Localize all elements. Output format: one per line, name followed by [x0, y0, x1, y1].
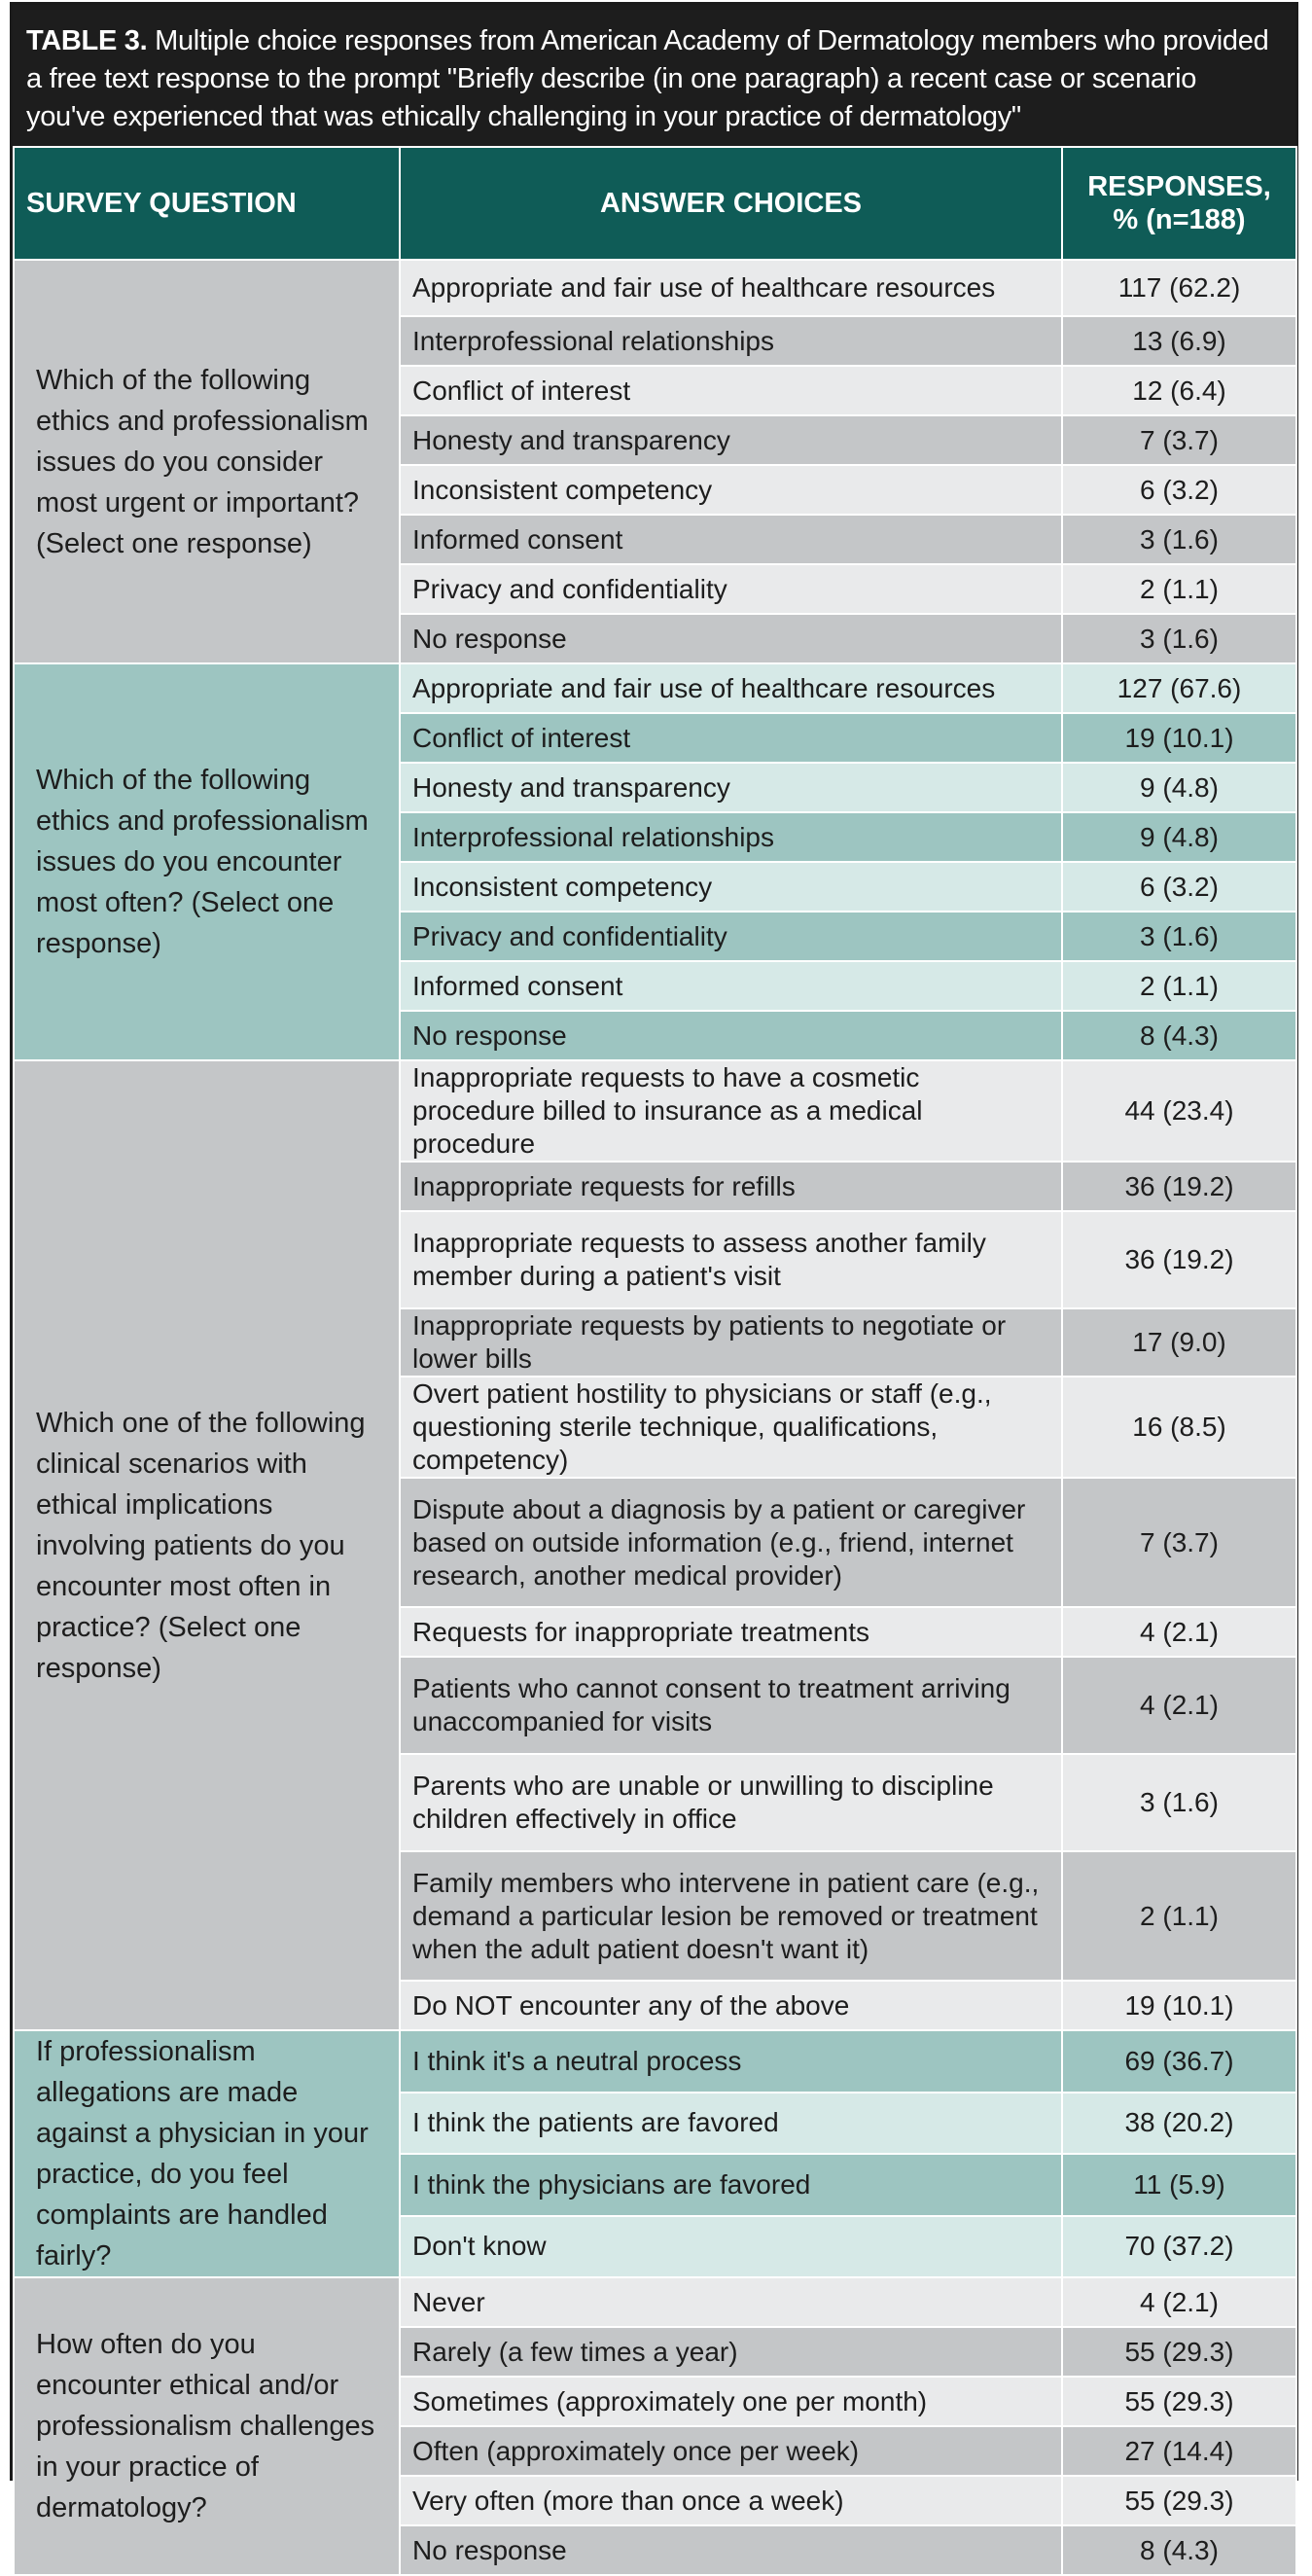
answer-choice-cell: Family members who intervene in patient care (e.g., demand a particular lesion be removed or treatment when the adult patient doesn't want it): [400, 1851, 1062, 1981]
answer-choice-cell: No response: [400, 614, 1062, 663]
answer-choice-cell: Inappropriate requests to have a cosmetic procedure billed to insurance as a medical procedure: [400, 1060, 1062, 1162]
table-row: [14, 260, 1296, 316]
answer-choice-cell: Overt patient hostility to physicians or staff (e.g., questioning sterile technique, qualifications, competency): [400, 1377, 1062, 1478]
response-cell: 19 (10.1): [1062, 713, 1296, 763]
survey-table: [13, 146, 1297, 2576]
question-group: [14, 1060, 1296, 2030]
answer-choice-cell: Parents who are unable or unwilling to discipline children effectively in office: [400, 1754, 1062, 1851]
response-cell: 19 (10.1): [1062, 1981, 1296, 2030]
response-cell: 3 (1.6): [1062, 912, 1296, 961]
response-cell: 55 (29.3): [1062, 2377, 1296, 2426]
answer-choice-cell: No response: [400, 2525, 1062, 2575]
response-cell: 69 (36.7): [1062, 2030, 1296, 2093]
answer-choice-cell: I think it's a neutral process: [400, 2030, 1062, 2093]
response-cell: 8 (4.3): [1062, 1011, 1296, 1060]
response-cell: 7 (3.7): [1062, 1478, 1296, 1607]
table-caption: [13, 5, 1295, 146]
answer-choice-cell: Inappropriate requests to assess another family member during a patient's visit: [400, 1211, 1062, 1308]
caption-text: Multiple choice responses from American Academy of Dermatology members who provided a free text response to the prompt "Briefly describe (in one paragraph) a recent case or scenario you've experienced that was ethically challenging in your practice of dermatology": [26, 25, 1269, 132]
response-cell: 117 (62.2): [1062, 260, 1296, 316]
response-cell: 3 (1.6): [1062, 614, 1296, 663]
response-cell: 9 (4.8): [1062, 763, 1296, 812]
answer-choice-cell: Conflict of interest: [400, 366, 1062, 415]
response-cell: 2 (1.1): [1062, 564, 1296, 614]
answer-choice-cell: I think the patients are favored: [400, 2093, 1062, 2155]
response-cell: 16 (8.5): [1062, 1377, 1296, 1478]
response-cell: 36 (19.2): [1062, 1162, 1296, 1211]
answer-choice-cell: Very often (more than once a week): [400, 2476, 1062, 2525]
question-group: [14, 2030, 1296, 2277]
response-cell: 6 (3.2): [1062, 862, 1296, 912]
answer-choice-cell: Rarely (a few times a year): [400, 2327, 1062, 2377]
response-cell: 36 (19.2): [1062, 1211, 1296, 1308]
answer-choice-cell: No response: [400, 1011, 1062, 1060]
response-cell: 70 (37.2): [1062, 2216, 1296, 2278]
answer-choice-cell: Do NOT encounter any of the above: [400, 1981, 1062, 2030]
answer-choice-cell: Informed consent: [400, 515, 1062, 564]
answer-choice-cell: Honesty and transparency: [400, 415, 1062, 465]
survey-question-cell: If professionalism allegations are made against a physician in your practice, do you feel complaints are handled fairly?: [14, 2030, 400, 2277]
answer-choice-cell: Inconsistent competency: [400, 465, 1062, 515]
response-cell: 13 (6.9): [1062, 316, 1296, 366]
response-cell: 11 (5.9): [1062, 2154, 1296, 2216]
survey-question-cell: How often do you encounter ethical and/or professionalism challenges in your practice of dermatology?: [14, 2277, 400, 2575]
table-row: [14, 663, 1296, 713]
answer-choice-cell: Appropriate and fair use of healthcare resources: [400, 663, 1062, 713]
survey-question-cell: Which of the following ethics and professionalism issues do you encounter most often? (Select one response): [14, 663, 400, 1060]
response-cell: 8 (4.3): [1062, 2525, 1296, 2575]
response-cell: 3 (1.6): [1062, 1754, 1296, 1851]
table-row: [14, 2277, 1296, 2327]
response-cell: 27 (14.4): [1062, 2426, 1296, 2476]
header-responses: RESPONSES, % (n=188): [1062, 147, 1296, 260]
header-answer-choices: ANSWER CHOICES: [400, 147, 1062, 260]
response-cell: 4 (2.1): [1062, 2277, 1296, 2327]
response-cell: 2 (1.1): [1062, 961, 1296, 1011]
response-cell: 6 (3.2): [1062, 465, 1296, 515]
answer-choice-cell: Interprofessional relationships: [400, 812, 1062, 862]
response-cell: 12 (6.4): [1062, 366, 1296, 415]
response-cell: 4 (2.1): [1062, 1657, 1296, 1754]
answer-choice-cell: Inappropriate requests for refills: [400, 1162, 1062, 1211]
question-group: [14, 260, 1296, 663]
table-row: [14, 2030, 1296, 2093]
answer-choice-cell: Inconsistent competency: [400, 862, 1062, 912]
answer-choice-cell: Don't know: [400, 2216, 1062, 2278]
header-row: [14, 147, 1296, 260]
answer-choice-cell: Never: [400, 2277, 1062, 2327]
answer-choice-cell: Often (approximately once per week): [400, 2426, 1062, 2476]
answer-choice-cell: Sometimes (approximately one per month): [400, 2377, 1062, 2426]
response-cell: 127 (67.6): [1062, 663, 1296, 713]
table-row: [14, 1060, 1296, 1162]
question-group: [14, 2277, 1296, 2575]
answer-choice-cell: Appropriate and fair use of healthcare resources: [400, 260, 1062, 316]
response-cell: 9 (4.8): [1062, 812, 1296, 862]
answer-choice-cell: Privacy and confidentiality: [400, 564, 1062, 614]
response-cell: 38 (20.2): [1062, 2093, 1296, 2155]
answer-choice-cell: Requests for inappropriate treatments: [400, 1607, 1062, 1657]
answer-choice-cell: Dispute about a diagnosis by a patient or caregiver based on outside information (e.g., friend, internet research, another medical provider): [400, 1478, 1062, 1607]
answer-choice-cell: Patients who cannot consent to treatment arriving unaccompanied for visits: [400, 1657, 1062, 1754]
response-cell: 4 (2.1): [1062, 1607, 1296, 1657]
answer-choice-cell: Inappropriate requests by patients to negotiate or lower bills: [400, 1308, 1062, 1377]
response-cell: 7 (3.7): [1062, 415, 1296, 465]
survey-question-cell: Which one of the following clinical scenarios with ethical implications involving patients do you encounter most often in practice? (Select one response): [14, 1060, 400, 2030]
answer-choice-cell: Informed consent: [400, 961, 1062, 1011]
answer-choice-cell: I think the physicians are favored: [400, 2154, 1062, 2216]
question-group: [14, 663, 1296, 1060]
response-cell: 3 (1.6): [1062, 515, 1296, 564]
table-container: [10, 2, 1298, 2565]
answer-choice-cell: Privacy and confidentiality: [400, 912, 1062, 961]
response-cell: 2 (1.1): [1062, 1851, 1296, 1981]
header-survey-question: SURVEY QUESTION: [14, 147, 400, 260]
caption-label: TABLE 3.: [26, 25, 148, 56]
answer-choice-cell: Interprofessional relationships: [400, 316, 1062, 366]
response-cell: 55 (29.3): [1062, 2327, 1296, 2377]
response-cell: 55 (29.3): [1062, 2476, 1296, 2525]
survey-question-cell: Which of the following ethics and professionalism issues do you consider most urgent or important? (Select one response): [14, 260, 400, 663]
response-cell: 17 (9.0): [1062, 1308, 1296, 1377]
answer-choice-cell: Conflict of interest: [400, 713, 1062, 763]
answer-choice-cell: Honesty and transparency: [400, 763, 1062, 812]
response-cell: 44 (23.4): [1062, 1060, 1296, 1162]
